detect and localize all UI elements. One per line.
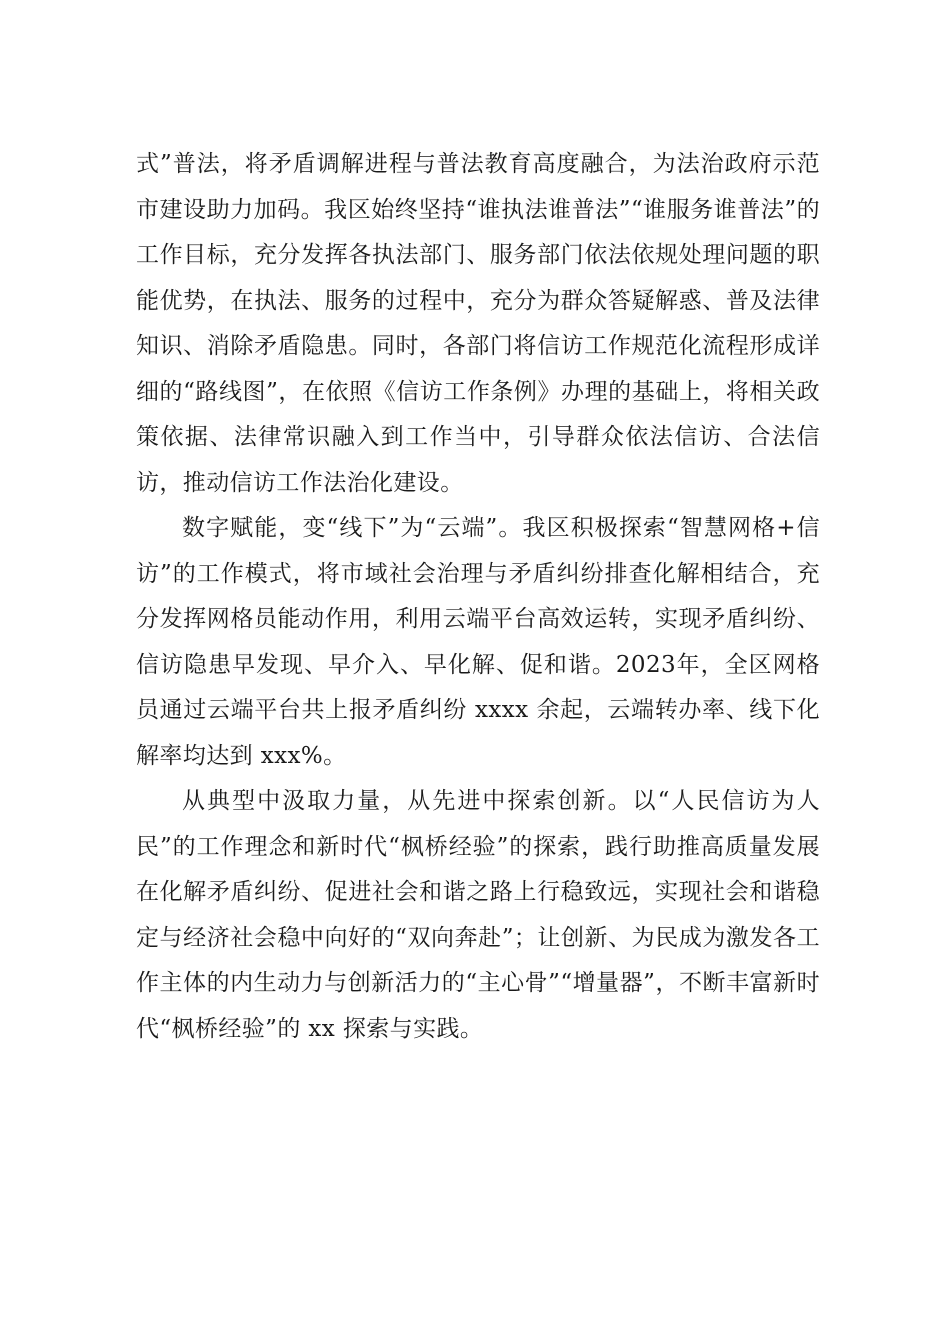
paragraph-digital-empowerment: 数字赋能，变“线下”为“云端”。我区积极探索“智慧网格+信访”的工作模式，将市域社会治理与矛盾纠纷排查化解相结合，充分发挥网格员能动作用，利用云端平台高效运转，实现矛盾纠纷、信访隐患早发现、早介入、早化解、促和谐。2023年，全区网格员通过云端平台共上报矛盾纠纷 xxxx 余起，云端转办率、线下化解率均达到 xxx%。 [136,515,820,769]
paragraph-continuation: 式”普法，将矛盾调解进程与普法教育高度融合，为法治政府示范市建设助力加码。我区始终坚持“谁执法谁普法”“谁服务谁普法”的工作目标，充分发挥各执法部门、服务部门依法依规处理问题的职能优势，在执法、服务的过程中，充分为群众答疑解惑、普及法律知识、消除矛盾隐患。同时，各部门将信访工作规范化流程形成详细的“路线图”，在依照《信访工作条例》办理的基础上，将相关政策依据、法律常识融入到工作当中，引导群众依法信访、合法信访，推动信访工作法治化建设。 [136,151,820,496]
document-body [136,142,820,1052]
paragraph-innovation: 从典型中汲取力量，从先进中探索创新。以“人民信访为人民”的工作理念和新时代“枫桥经验”的探索，践行助推高质量发展在化解矛盾纠纷、促进社会和谐之路上行稳致远，实现社会和谐稳定与经济社会稳中向好的“双向奔赴”；让创新、为民成为激发各工作主体的内生动力与创新活力的“主心骨”“增量器”，不断丰富新时代“枫桥经验”的 xx 探索与实践。 [136,788,820,1042]
